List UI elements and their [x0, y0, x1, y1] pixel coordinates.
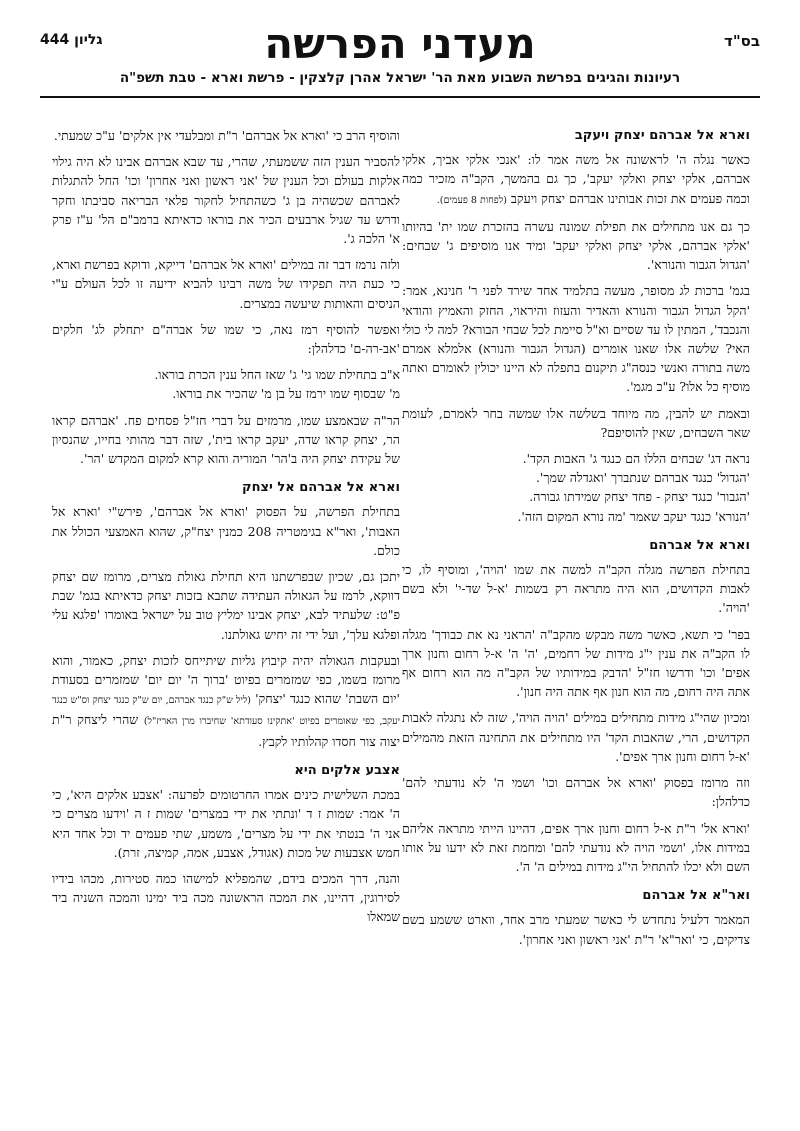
paragraph: המאמר דלעיל נתחדש לי כאשר שמעתי מרב אחד, ווארט ששמע בשם צדיקים, כי 'ואר"א' ר"ת 'אני ראשון ואני אחרון'. — [402, 912, 750, 947]
paragraph: וזה מרומז בפסוק 'וארא אל אברהם וכו' ושמי ה' לא נודעתי להם' כדלהלן: — [402, 775, 750, 810]
paragraph: הר"ה שבאמצע שמו, מרמזים על דברי חז"ל פסחים פח. 'אברהם קראו הר, יצחק קראו שדה, יעקב קראו בית', שזה דבר מהותי בחייו, שהנסיון של עקידת יצחק היה ב'הר' המוריה והוא קרא למקום המקדש 'הר'. — [52, 412, 400, 467]
bsd-mark: בס"ד — [724, 32, 760, 50]
paragraph: ובאמת יש להבין, מה מיוחד בשלשה אלו שמשה בחר לאמרם, לעומת שאר השבחים, שאין להוסיפם? — [402, 405, 750, 440]
section-heading: וארא אל אברהם יצחק ויעקב — [574, 128, 750, 143]
subtitle: רעיונות והגיגים בפרשת השבוע מאת הר' ישראל אהרן קלצקין - פרשת וארא - טבת תשפ"ה — [119, 70, 681, 86]
list-block — [402, 449, 750, 526]
paragraph: בתחילת הפרשה, על הפסוק 'וארא אל אברהם', פירש"י 'וארא אל האבות', ואר"א בגימטריה 208 כמנין יצח"ק, שהוא האמצעי הכולל את כולם. — [52, 504, 400, 558]
list-block — [52, 365, 400, 403]
paragraph: בפר' כי תשא, כאשר משה מבקש מהקב"ה 'הראני נא את כבודך' מגלה לו הקב"ה את ענין י"ג מידות של רחמים, 'ה' ה' א-ל רחום וחנון ארך אפים' וכו' ודרשו חז"ל 'הדבק במידותיו של הקב"ה מה הוא רחום אף אתה היה רחום, מה הוא חנון אף אתה היה חנון'. — [402, 626, 750, 700]
list-line: מ' שבסוף שמו ירמז על בן מ' שהכיר את בוראו. — [172, 386, 400, 402]
section-heading: וארא אל אברהם אל יצחק — [242, 480, 400, 496]
paragraph: יתכן גם, שכיון שבפרשתנו היא תחילת גאולת מצרים, מרומז שם יצחק דווקא, לרמז על הגאולה העתידה שתבא בזכות יצחק כדאיתא בגמ' שבת פ"ט: שלעתיד לבא, יצחק אבינו ימליץ טוב על ישראל באומרו 'פלגא עלי ופלגא עלך', ועל ידי זה יחיש גאולתנו. — [52, 569, 400, 642]
paragraph: ולזה נרמז דבר זה במילים 'וארא אל אברהם' דייקא, ודוקא בפרשת וארא, כי כעת היה תפקידו של משה רבינו להביא ידיעה זו לכל העולם ע"י הניסים והאותות שיעשה במצרים. — [52, 257, 400, 311]
right-column — [402, 126, 750, 956]
list-line: נראה דג' שבחים הללו הם כנגד ג' האבות הקד'. — [522, 451, 750, 467]
paragraph: במכת השלישית כינים אמרו החרטומים לפרעה: 'אצבע אלקים היא', כי ה' אמר: שמות ז ד 'ונתתי את ידי במצרים' שמות ז ה 'וידעו מצרים כי אני ה' בנטתי את ידי על מצרים', משמע, שתי פעמים יד וכל אחד היא חמש אצבעות של מכות (אגודל, אצבע, אמה, קמיצה, זרת). — [52, 787, 400, 860]
paragraph: בגמ' ברכות לג מסופר, מעשה בתלמיד אחד שירד לפני ר' חנינא, אמר: 'הקל הגדול הגבור והנורא והאדיר והעזוז והיראוי, החזק והאמיץ והודאי והנכבד', המתין לו עד שסיים וא"ל סיימת לכל שבחי הבורא? למה לי כולי האי? שלשה אלו שאנו אומרים (הגדול הגבור והנורא) אלמלא אמרם משה בתורה ואנשי כנסה"ג תיקנום בתפלה לא היינו יכולין לאומרם ואתה מוסיף כל אלו? ע"כ מגמ'. — [402, 283, 750, 395]
issue-number: גליון 444 — [40, 32, 103, 48]
left-column — [52, 126, 400, 934]
paragraph-text: כאשר נגלה ה' לראשונה אל משה אמר לו: 'אנכי אלקי אביך, אלקי אברהם, אלקי יצחק ואלקי יעקב', כך גם בהמשך, הקב"ה מזכיר כמה וכמה פעמים את זכות אבותינו אברהם יצחק ויעקב — [402, 152, 750, 206]
list-line: 'הגדול' כנגד אברהם שנתברך 'ואגדלה שמך'. — [535, 470, 750, 486]
paragraph-text: ובעקבות הגאולה יהיה קיבוץ גליות שיתייחס לזכות יצחק, כאמור, והוא מרומז בשמו, כפי שמזמרים בפיוט 'ברוך ה' יום יום' שמזמרים בסעודת 'יום השבת' שהוא כנגד 'יצחק' — [52, 652, 400, 707]
paragraph-text: שהרי ליצחק ר"ת יצוה צור חסדו קהלותיו לקבץ. — [52, 712, 400, 749]
list-line: 'הנורא' כנגד יעקב שאמר 'מה נורא המקום הזה'. — [517, 508, 750, 524]
paragraph: ואפשר להוסיף רמז נאה, כי שמו של אברה"ם יתחלק לג' חלקים 'אב-רה-ם' כדלהלן: — [52, 321, 400, 357]
paragraph: והוסיף הרב כי 'וארא אל אברהם' ר"ת ומבלעדי אין אלקים' ע"כ שמעתי. — [53, 128, 400, 143]
paragraph: להסביר הענין הזה ששמעתי, שהרי, עד שבא אברהם אבינו לא היה גילוי אלקות בעולם וכל הענין של 'אני ראשון ואני אחרון' וכו' החל להתגלות לאברהם שכשהיה בן ג' כשהתחיל לחקור פלאי הבריאה סביבתו וחקר ודרש עד שגיל ארבעים הכיר את בוראו כדאיתא ברמב"ם הל' ע"ז פרק א' הלכה ג'. — [52, 154, 400, 247]
paragraph — [402, 150, 750, 210]
section-heading: אצבע אלקים היא — [294, 762, 400, 778]
paragraph: והנה, דרך המכים בידם, שהמפליא למישהו כמה סטירות, מכהו בידיו לסירוגין, דהיינו, את המכה הראשונה מכה ביד ימינו והמכה השניה ביד שמאלו — [52, 870, 400, 925]
paragraph: 'וארא אל' ר"ת א-ל רחום וחנון ארך אפים, דהיינו הייתי מתראה אליהם במידות אלו, 'ושמי הויה לא נודעתי להם' ומחמת זאת לא ידעו על אותו השם ולא יכלו להתחיל הי"ג מידות במילים ה' ה'. — [402, 820, 750, 874]
section-heading: וארא אל אברהם — [649, 537, 750, 553]
list-line: 'הגבור' כנגד יצחק - פחד יצחק שמידתו גבורה. — [529, 489, 750, 505]
paragraph: כך גם אנו מתחילים את תפילת שמונה עשרה בהזכרת שמו ית' בהיותו 'אלקי אברהם, אלקי יצחק ואלקי יעקב' ומיד אנו מוסיפים ג' שבחים: 'הגדול הגבור והנורא'. — [402, 218, 750, 273]
header-divider — [40, 96, 760, 98]
masthead — [40, 19, 760, 68]
list-line: א"ב בתחילת שמו גי' ג' שאז החל ענין הכרת בוראו. — [154, 367, 400, 383]
paragraph: בתחילת הפרשה מגלה הקב"ה למשה את שמו 'הויה', ומוסיף לו, כי לאבות הקדושים, הוא היה מתראה רק בשמות 'א-ל שד-י' ולא בשם 'הויה'. — [402, 562, 750, 616]
section-heading: ואר"א אל אברהם — [642, 888, 750, 904]
paragraph — [52, 651, 400, 751]
paragraph: ומכיון שהי"ג מידות מתחילים במילים 'הויה הויה', שזה לא נתגלה לאבות הקדושים, הרי, שהאבות הקד' היו מתחילים את התחינה הזאת מהמילים 'א-ל רחום וחנון ארך אפים'. — [402, 710, 750, 764]
footnote-text: (ליל ש"ק כנגד אברהם, יום ש"ק כנגד יצחק וס"ש כנגד יעקב, כפי שאומרים בפיוט 'אתקינו סעודתא' שחיברו מרן האריז"ל) — [52, 695, 400, 728]
footnote-text: (לפחות 8 פעמים). — [436, 194, 507, 206]
newsletter-title: מעדני הפרשה — [264, 19, 536, 68]
